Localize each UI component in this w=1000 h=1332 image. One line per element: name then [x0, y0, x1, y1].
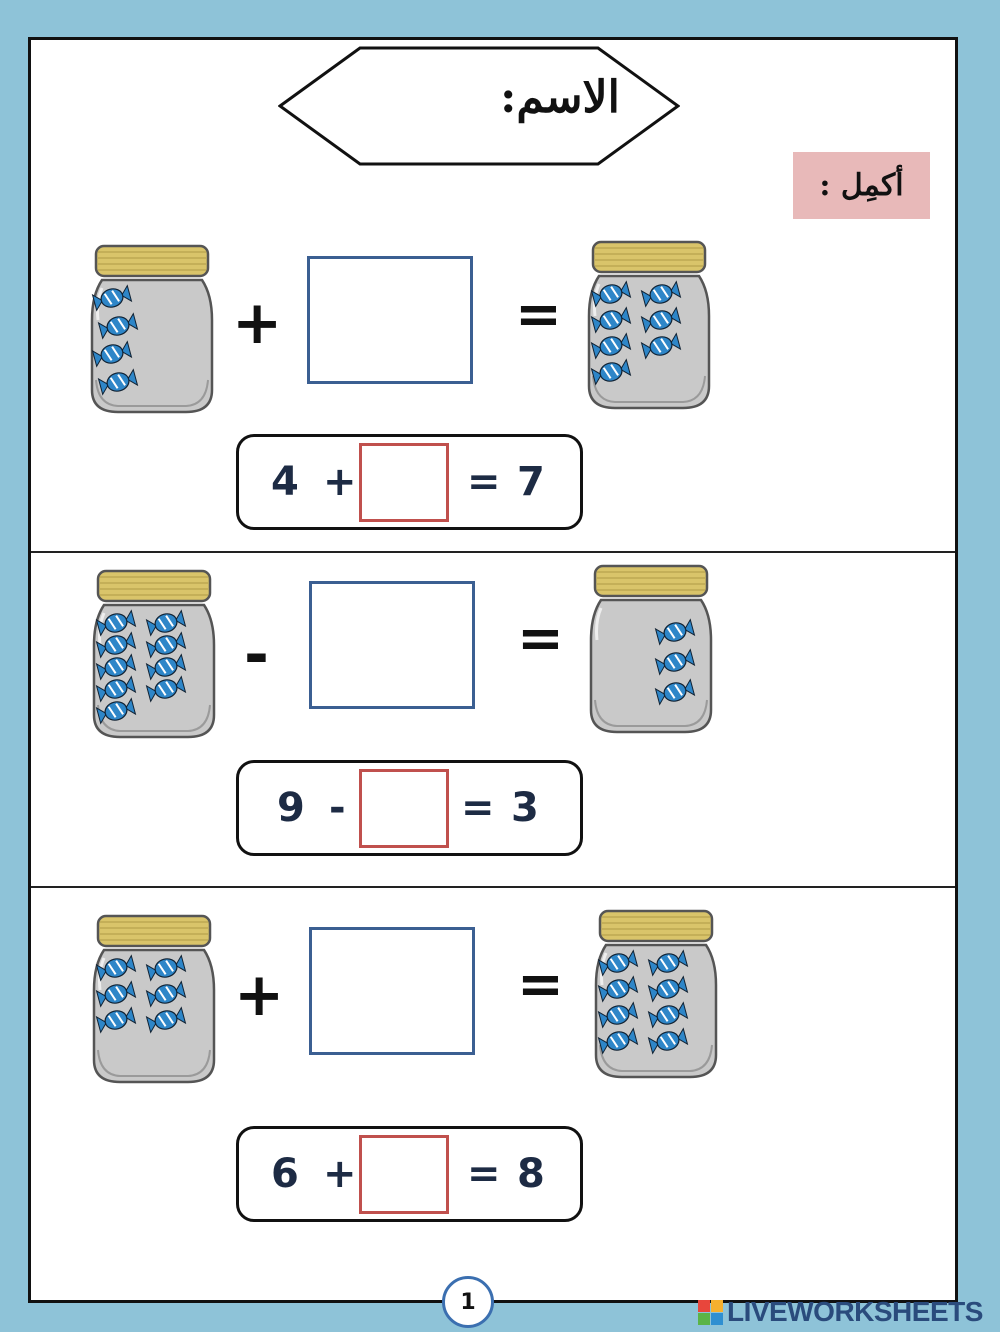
jar-lid — [98, 916, 210, 946]
candy-jar-left — [90, 565, 218, 740]
instruction-label: أكمِل : — [793, 152, 930, 219]
answer-box[interactable] — [309, 581, 475, 709]
operator-sign: + — [234, 960, 285, 1030]
equation-equals: = — [467, 1151, 501, 1197]
equation-operand: 6 — [271, 1151, 299, 1197]
equals-sign: = — [515, 282, 562, 347]
equation-equals: = — [467, 459, 501, 505]
answer-box[interactable] — [307, 256, 473, 384]
equation-box — [236, 760, 583, 856]
name-label: الاسم: — [500, 72, 620, 123]
equation-result: 3 — [511, 785, 539, 831]
operator-sign: - — [244, 620, 269, 690]
equation-answer-input[interactable] — [359, 1135, 449, 1214]
equation-equals: = — [461, 785, 495, 831]
operator-sign: + — [232, 288, 283, 358]
brand-name: LIVEWORKSHEETS — [727, 1296, 983, 1327]
equation-answer-input[interactable] — [359, 769, 449, 848]
candy-jar-right — [585, 236, 713, 411]
candy-jar-left — [88, 240, 216, 415]
candy-jar-right — [587, 560, 715, 735]
jar-lid — [600, 911, 712, 941]
equation-answer-input[interactable] — [359, 443, 449, 522]
candy-jar-right — [592, 905, 720, 1080]
candy-jar-left — [90, 910, 218, 1085]
equation-operator: - — [329, 785, 346, 831]
equation-operator: + — [323, 1151, 357, 1197]
section-divider — [31, 551, 955, 553]
liveworksheets-brand[interactable] — [698, 1296, 983, 1328]
answer-box[interactable] — [309, 927, 475, 1055]
equals-sign: = — [517, 952, 564, 1017]
equation-result: 7 — [517, 459, 545, 505]
page-number-badge — [442, 1276, 494, 1328]
jar-lid — [96, 246, 208, 276]
equation-operand: 4 — [271, 459, 299, 505]
equation-box — [236, 434, 583, 530]
jar-body — [591, 600, 711, 732]
equation-result: 8 — [517, 1151, 545, 1197]
liveworksheets-logo-icon — [698, 1300, 723, 1325]
section-divider — [31, 886, 955, 888]
equation-operator: + — [323, 459, 357, 505]
page-number: 1 — [460, 1289, 476, 1315]
jar-lid — [593, 242, 705, 272]
equals-sign: = — [517, 606, 564, 671]
equation-box — [236, 1126, 583, 1222]
jar-lid — [98, 571, 210, 601]
jar-lid — [595, 566, 707, 596]
equation-operand: 9 — [277, 785, 305, 831]
